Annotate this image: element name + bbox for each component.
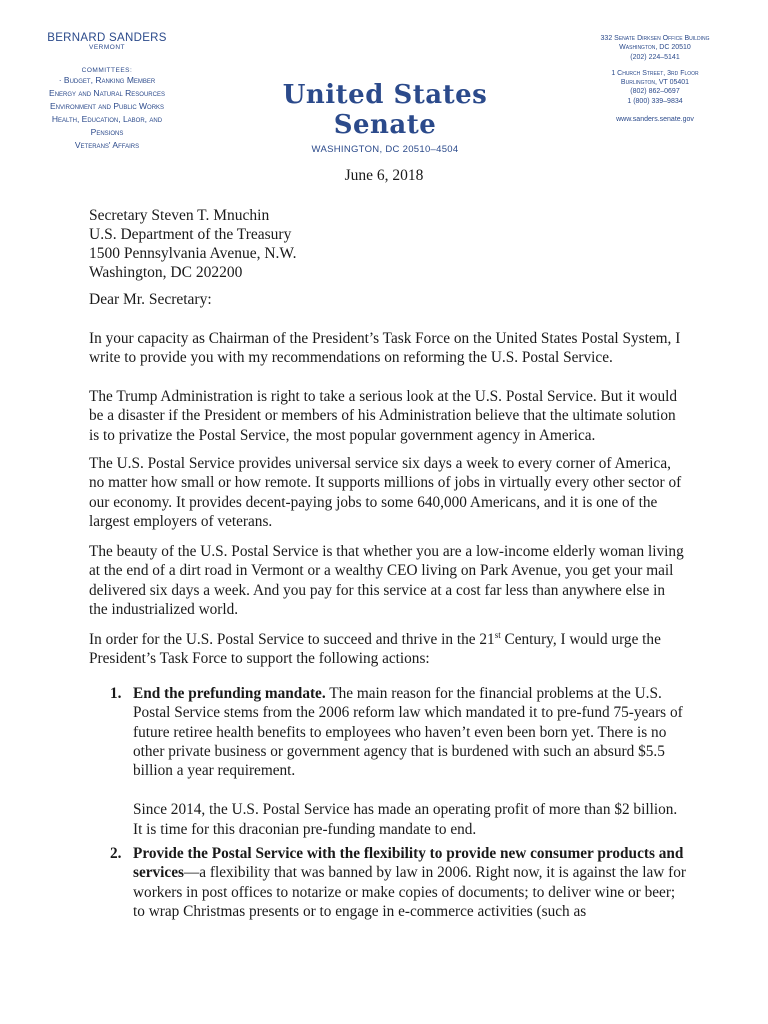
letterhead-left bbox=[22, 32, 192, 152]
committee-item: Energy and Natural Resources bbox=[49, 88, 165, 98]
recipient-line: 1500 Pennsylvania Avenue, N.W. bbox=[89, 245, 297, 262]
paragraph bbox=[89, 454, 687, 531]
recipient-line: Washington, DC 202200 bbox=[89, 264, 243, 281]
item-text: The main reason for the financial problems at the U.S. Postal Service stems from the 2006 reform law which mandated it to pre-fund 75-years of future retiree health benefits to employees who haven’t even been born yet. There is no other private business or government agency that is burdened with such an absurd $5.5 billion a year requirement. bbox=[133, 685, 683, 780]
item-number: 1. bbox=[110, 685, 122, 702]
intro-superscript: st bbox=[494, 629, 501, 640]
office-line: Burlington, VT 05401 bbox=[620, 79, 690, 87]
intro-after: Century, I would urge the President’s Task Force to support the following actions: bbox=[89, 631, 661, 668]
letterhead-center bbox=[240, 80, 530, 155]
list-item bbox=[110, 844, 688, 921]
paragraph bbox=[89, 329, 687, 368]
list-item bbox=[110, 684, 688, 839]
committee-item: · Budget, Ranking Member bbox=[58, 75, 156, 85]
paragraph bbox=[89, 542, 687, 619]
item-text: —a flexibility that was banned by law in 2006. Right now, it is against the law for workers in post offices to notarize or make copies of documents; to deliver wine or beer; to wrap Christmas presents or to engage in e-commerce activities (such as bbox=[133, 864, 686, 920]
office-line: 1 (800) 339–9834 bbox=[627, 97, 683, 105]
office-line: 1 Church Street, 3rd Floor bbox=[611, 69, 699, 77]
office-line: (202) 224–5141 bbox=[630, 53, 680, 61]
recipient-line: Secretary Steven T. Mnuchin bbox=[89, 207, 270, 224]
senator-name: BERNARD SANDERS bbox=[47, 32, 167, 44]
item-heading: Provide the Postal Service with the flexibility to provide new consumer products and services bbox=[133, 845, 684, 882]
committee-item: Environment and Public Works bbox=[49, 101, 165, 111]
office-line: 332 Senate Dirksen Office Building bbox=[600, 35, 710, 42]
committee-item: Health, Education, Labor, and bbox=[51, 114, 163, 124]
paragraph-text: The U.S. Postal Service provides universal service six days a week to every corner of America, no matter how small or how remote. It supports millions of jobs in virtually every other sector of our economy. It provides decent-paying jobs to some 640,000 Americans, and it is one of the largest employers of veterans. bbox=[89, 455, 682, 530]
recipient-address bbox=[89, 206, 297, 282]
paragraph bbox=[89, 387, 687, 445]
paragraph-text: The Trump Administration is right to take a serious look at the U.S. Postal Service. But it would be a disaster if the President or members of his Administration believe that the ultimate solution is to privatize the Postal Service, the most popular government agency in America. bbox=[89, 388, 678, 444]
committee-item: Pensions bbox=[90, 127, 124, 137]
senator-state: VERMONT bbox=[89, 44, 125, 51]
paragraph-text: The beauty of the U.S. Postal Service is that whether you are a low-income elderly woman living at the end of a dirt road in Vermont or a wealthy CEO living on Park Avenue, you get your mail delivered six days a week. And you pay for this service at a cost far less than anywhere else in the industrialized world. bbox=[89, 543, 684, 618]
website-link[interactable]: www.sanders.senate.gov bbox=[616, 116, 694, 124]
list-intro bbox=[89, 630, 687, 669]
salutation: Dear Mr. Secretary: bbox=[89, 291, 212, 308]
senate-title: United States Senate bbox=[282, 80, 488, 140]
committees-label: COMMITTEES: bbox=[81, 67, 133, 74]
letterhead-right bbox=[580, 34, 730, 124]
intro-before: In order for the U.S. Postal Service to succeed and thrive in the 21 bbox=[89, 631, 495, 648]
senate-city: WASHINGTON, DC 20510–4504 bbox=[311, 144, 459, 155]
recipient-line: U.S. Department of the Treasury bbox=[89, 226, 292, 243]
item-heading: End the prefunding mandate. bbox=[133, 685, 326, 702]
paragraph-text: In your capacity as Chairman of the President’s Task Force on the United States Postal System, I write to provide you with my recommendations on reforming the U.S. Postal Service. bbox=[89, 330, 681, 367]
letter-date: June 6, 2018 bbox=[344, 167, 424, 184]
item-number: 2. bbox=[110, 845, 122, 862]
committee-item: Veterans' Affairs bbox=[74, 140, 140, 150]
item-followup: Since 2014, the U.S. Postal Service has made an operating profit of more than $2 billion. It is time for this draconian pre-funding mandate to end. bbox=[133, 801, 678, 838]
office-line: (802) 862–0697 bbox=[630, 88, 680, 96]
office-line: Washington, DC 20510 bbox=[619, 44, 691, 52]
